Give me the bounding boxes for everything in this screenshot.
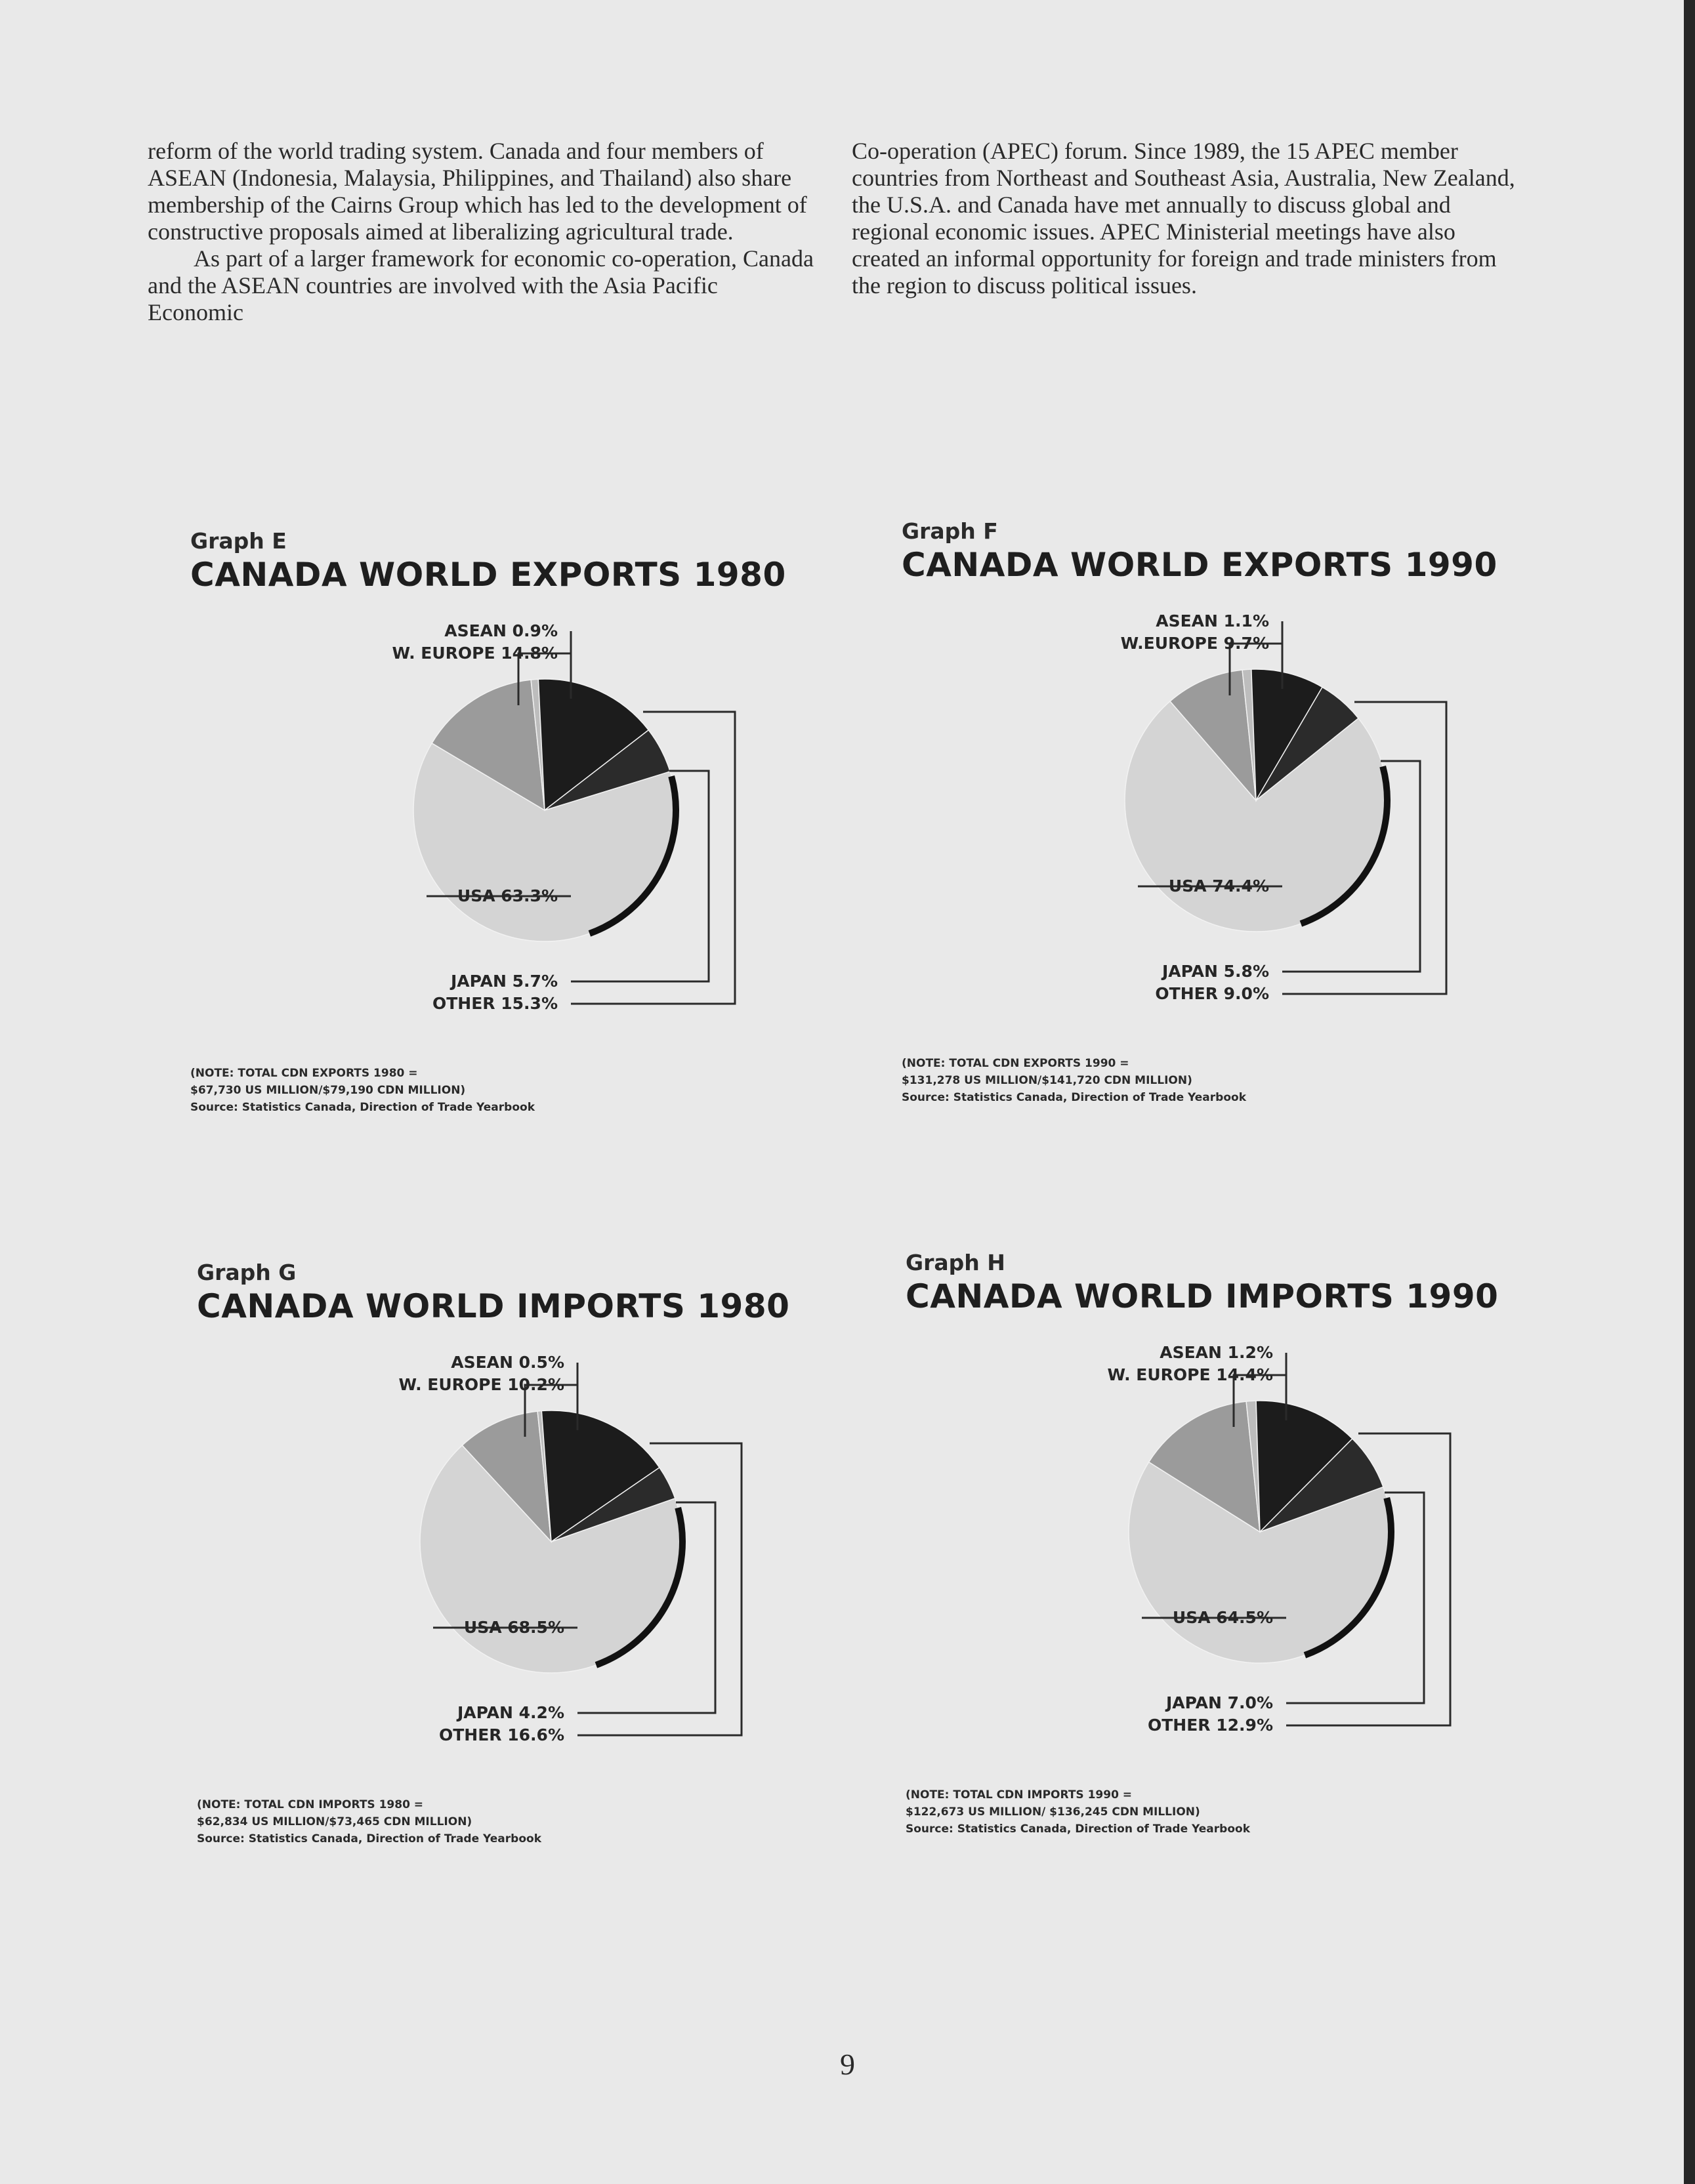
pie-chart bbox=[190, 528, 978, 1027]
callout-usa: USA 74.4% bbox=[1168, 876, 1269, 896]
graph-label: Graph F bbox=[902, 518, 998, 544]
callout-w-europe: W. EUROPE 14.4% bbox=[1107, 1365, 1273, 1384]
callout-usa: USA 64.5% bbox=[1172, 1608, 1273, 1627]
graph-g bbox=[197, 1260, 984, 1850]
note-line: $67,730 US MILLION/$79,190 CDN MILLION) bbox=[190, 1084, 466, 1097]
callout-other: OTHER 15.3% bbox=[432, 994, 558, 1013]
note-line: $131,278 US MILLION/$141,720 CDN MILLION) bbox=[902, 1074, 1192, 1087]
graph-note bbox=[190, 1065, 535, 1116]
callout-asean: ASEAN 1.2% bbox=[1160, 1343, 1273, 1362]
graph-note bbox=[906, 1786, 1250, 1838]
callout-japan: JAPAN 5.8% bbox=[1162, 962, 1269, 981]
note-line: (NOTE: TOTAL CDN IMPORTS 1990 = bbox=[906, 1788, 1133, 1802]
graph-title: CANADA WORLD IMPORTS 1980 bbox=[197, 1287, 790, 1325]
text-column-right bbox=[852, 138, 1521, 299]
text-column-left bbox=[148, 138, 817, 326]
source-line: Source: Statistics Canada, Direction of Trade Yearbook bbox=[190, 1101, 535, 1114]
graph-title: CANADA WORLD EXPORTS 1990 bbox=[902, 546, 1497, 584]
callout-usa: USA 63.3% bbox=[457, 886, 558, 905]
callout-other: OTHER 12.9% bbox=[1148, 1716, 1273, 1735]
callout-japan: JAPAN 4.2% bbox=[457, 1703, 564, 1722]
graph-label: Graph H bbox=[906, 1250, 1005, 1275]
note-line: (NOTE: TOTAL CDN EXPORTS 1980 = bbox=[190, 1067, 418, 1080]
graph-title: CANADA WORLD EXPORTS 1980 bbox=[190, 556, 786, 594]
graph-note bbox=[902, 1055, 1246, 1106]
callout-w-europe: W.EUROPE 9.7% bbox=[1120, 634, 1269, 653]
callout-other: OTHER 9.0% bbox=[1155, 984, 1269, 1003]
pie-chart bbox=[902, 518, 1689, 1017]
callout-other: OTHER 16.6% bbox=[439, 1725, 564, 1744]
source-line: Source: Statistics Canada, Direction of Trade Yearbook bbox=[197, 1832, 541, 1845]
graph-f bbox=[902, 518, 1689, 1109]
pie-chart bbox=[197, 1260, 984, 1758]
callout-w-europe: W. EUROPE 14.8% bbox=[392, 644, 558, 663]
graph-e bbox=[190, 528, 978, 1119]
graph-label: Graph E bbox=[190, 528, 287, 554]
callout-asean: ASEAN 0.9% bbox=[444, 621, 558, 640]
source-line: Source: Statistics Canada, Direction of Trade Yearbook bbox=[902, 1091, 1246, 1104]
pie-chart bbox=[906, 1250, 1693, 1748]
callout-japan: JAPAN 7.0% bbox=[1166, 1693, 1273, 1712]
graph-title: CANADA WORLD IMPORTS 1990 bbox=[906, 1277, 1499, 1315]
callout-asean: ASEAN 0.5% bbox=[451, 1353, 564, 1372]
note-line: $122,673 US MILLION/ $136,245 CDN MILLION) bbox=[906, 1805, 1200, 1819]
graph-label: Graph G bbox=[197, 1260, 297, 1285]
callout-usa: USA 68.5% bbox=[463, 1618, 564, 1637]
callout-japan: JAPAN 5.7% bbox=[451, 972, 558, 991]
note-line: (NOTE: TOTAL CDN IMPORTS 1980 = bbox=[197, 1798, 424, 1811]
note-line: (NOTE: TOTAL CDN EXPORTS 1990 = bbox=[902, 1057, 1129, 1070]
paragraph: Co-operation (APEC) forum. Since 1989, the 15 APEC member countries from Northeast and Southeast Asia, Australia, New Zealand, the U.S.A. and Canada have met annually to discuss global and regional economic issues. APEC Ministerial meetings have also created an informal opportunity for foreign and trade ministers from the region to discuss political issues. bbox=[852, 138, 1515, 299]
note-line: $62,834 US MILLION/$73,465 CDN MILLION) bbox=[197, 1815, 472, 1828]
page-number: 9 bbox=[840, 2048, 855, 2081]
graph-h bbox=[906, 1250, 1693, 1840]
callout-w-europe: W. EUROPE 10.2% bbox=[398, 1375, 564, 1394]
graph-note bbox=[197, 1796, 541, 1847]
paragraph: reform of the world trading system. Canada and four members of ASEAN (Indonesia, Malaysia, Philippines, and Thailand) also share membership of the Cairns Group which has led to the development of constructive proposals aimed at liberalizing agricultural trade. bbox=[148, 138, 807, 245]
paragraph: As part of a larger framework for economic co-operation, Canada and the ASEAN countries are involved with the Asia Pacific Economic bbox=[148, 245, 814, 325]
source-line: Source: Statistics Canada, Direction of Trade Yearbook bbox=[906, 1823, 1250, 1836]
callout-asean: ASEAN 1.1% bbox=[1156, 611, 1269, 630]
